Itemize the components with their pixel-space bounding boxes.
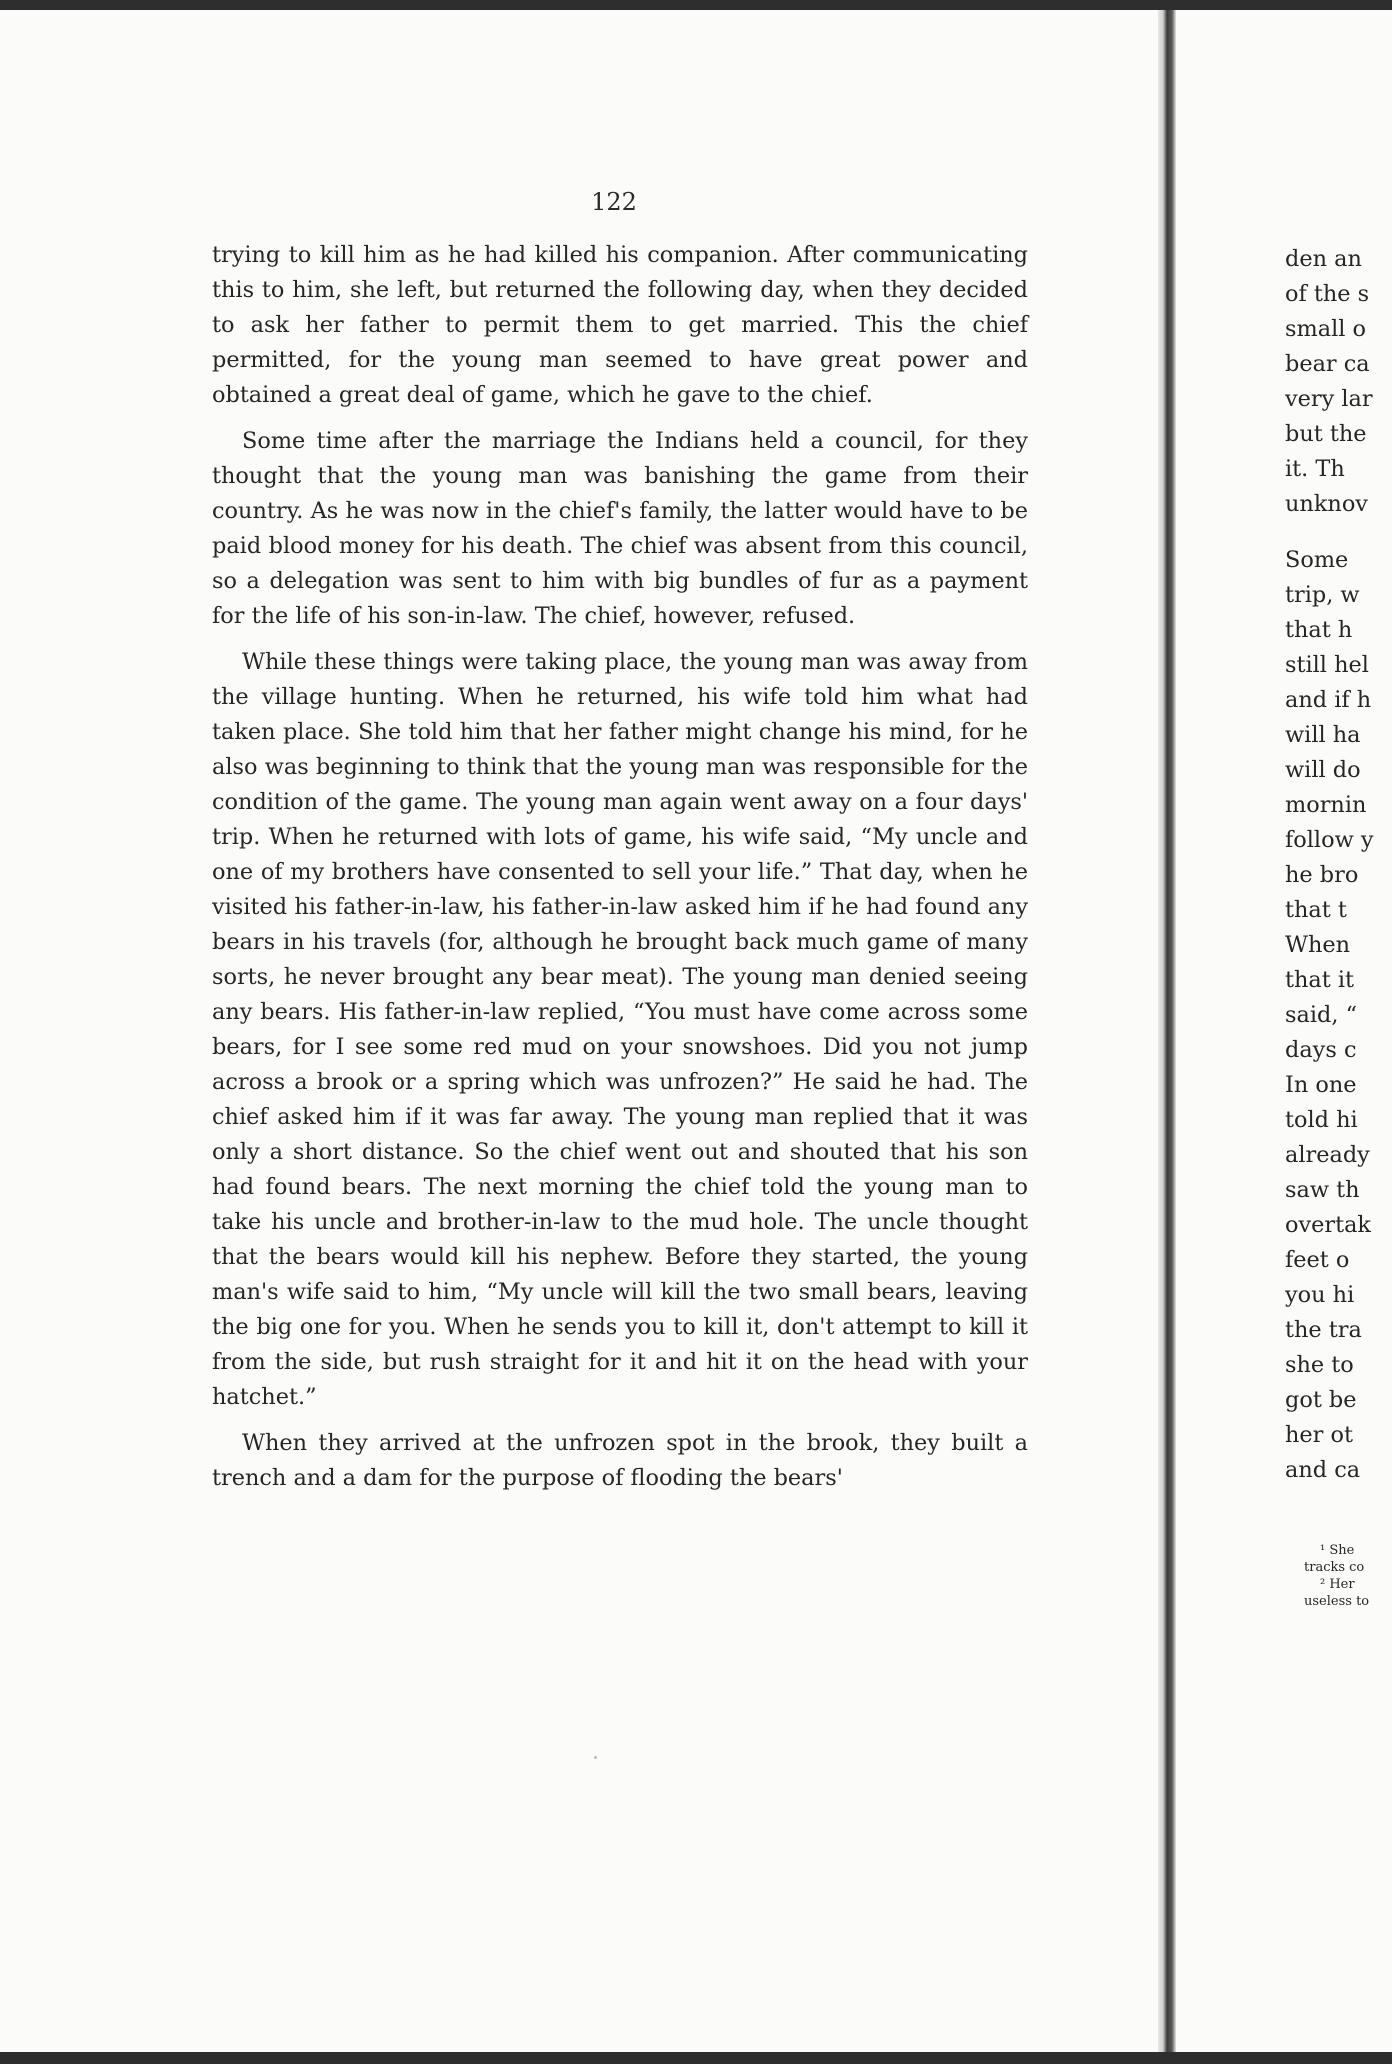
text-line: told hi — [1285, 1107, 1358, 1133]
text-line: it. Th — [1285, 456, 1345, 482]
footnote-line: ² Her — [1320, 1577, 1355, 1592]
text-line: trip, w — [1285, 582, 1360, 608]
text-line: of the s — [1285, 281, 1370, 307]
text-line: follow y — [1285, 827, 1374, 853]
text-line: days c — [1285, 1037, 1357, 1063]
text-line: will do — [1285, 757, 1361, 783]
text-line: her ot — [1285, 1422, 1353, 1448]
text-line: saw th — [1285, 1177, 1360, 1203]
text-line: that t — [1285, 897, 1347, 923]
text-line: very lar — [1285, 386, 1373, 412]
text-line: mornin — [1285, 792, 1367, 818]
text-line: and if h — [1285, 687, 1372, 713]
text-line: he bro — [1285, 862, 1359, 888]
paragraph: While these things were taking place, the young man was away from the village hunting. When he returned, his wife told him what had taken place. She told him that her father might change his mind, for he also was beginning to think that the young man was responsible for the condition of the game. The young man again went away on a four days' trip. When he returned with lots of game, his wife said, “My uncle and one of my brothers have consented to sell your life.” That day, when he visited his father-in-law, his father-in-law asked him if he had found any bears in his travels (for, although he brought back much game of many sorts, he never brought any bear meat). The young man denied seeing any bears. His father-in-law replied, “You must have come across some bears, for I see some red mud on your snowshoes. Did you not jump across a brook or a spring which was unfrozen?” He said he had. The chief asked him if it was far away. The young man replied that it was only a short distance. So the chief went out and shouted that his son had found bears. The next morning the chief told the young man to take his uncle and brother-in-law to the mud hole. The uncle thought that the bears would kill his nephew. Before they started, the young man's wife said to him, “My uncle will kill the two small bears, leaving the big one for you. When he sends you to kill it, don't attempt to kill it from the side, but rush straight for it and hit it on the head with your hatchet.” — [212, 649, 1028, 1410]
text-line: and ca — [1285, 1457, 1361, 1483]
text-line: In one — [1285, 1072, 1357, 1098]
text-line: When — [1285, 932, 1351, 958]
dust-speck — [594, 1756, 597, 1759]
left-page-body — [212, 238, 1028, 1507]
text-line: that h — [1285, 617, 1353, 643]
text-line: feet o — [1285, 1247, 1350, 1273]
right-page-fragment — [1285, 242, 1392, 1488]
text-line: bear ca — [1285, 351, 1370, 377]
text-line: small o — [1285, 316, 1366, 342]
text-line: she to — [1285, 1352, 1354, 1378]
paragraph: Some time after the marriage the Indians held a council, for they thought that the young man was banishing the game from their country. As he was now in the chief's family, the latter would have to be paid blood money for his death. The chief was absent from this council, so a delegation was sent to him with big bundles of fur as a payment for the life of his son-in-law. The chief, however, refused. — [212, 428, 1028, 629]
paragraph: trying to kill him as he had killed his companion. After communicating this to him, she left, but returned the following day, when they decided to ask her father to permit them to get married. This the chief permitted, for the young man seemed to have great power and obtained a great deal of game, which he gave to the chief. — [212, 242, 1028, 408]
text-line: unknov — [1285, 491, 1368, 517]
text-line: will ha — [1285, 722, 1361, 748]
text-line: den an — [1285, 246, 1362, 272]
right-page-footnotes — [1304, 1542, 1392, 1610]
scanned-book-spread — [0, 10, 1392, 2052]
paragraph-gap — [1285, 522, 1392, 543]
text-line: Some — [1285, 547, 1349, 573]
footnote-line: useless to — [1304, 1594, 1370, 1609]
text-line: overtak — [1285, 1212, 1371, 1238]
text-line: got be — [1285, 1387, 1357, 1413]
text-line: said, “ — [1285, 1002, 1358, 1028]
text-line: but the — [1285, 421, 1367, 447]
footnote-line: tracks co — [1304, 1560, 1365, 1575]
text-line: you hi — [1285, 1282, 1355, 1308]
footnote-line: ¹ She — [1320, 1543, 1355, 1558]
text-line: that it — [1285, 967, 1355, 993]
text-line: still hel — [1285, 652, 1369, 678]
page-number: 122 — [591, 188, 637, 216]
text-line: already — [1285, 1142, 1370, 1168]
text-line: the tra — [1285, 1317, 1362, 1343]
book-gutter — [1158, 10, 1176, 2052]
paragraph: When they arrived at the unfrozen spot in the brook, they built a trench and a dam for the purpose of flooding the bears' — [212, 1430, 1028, 1491]
